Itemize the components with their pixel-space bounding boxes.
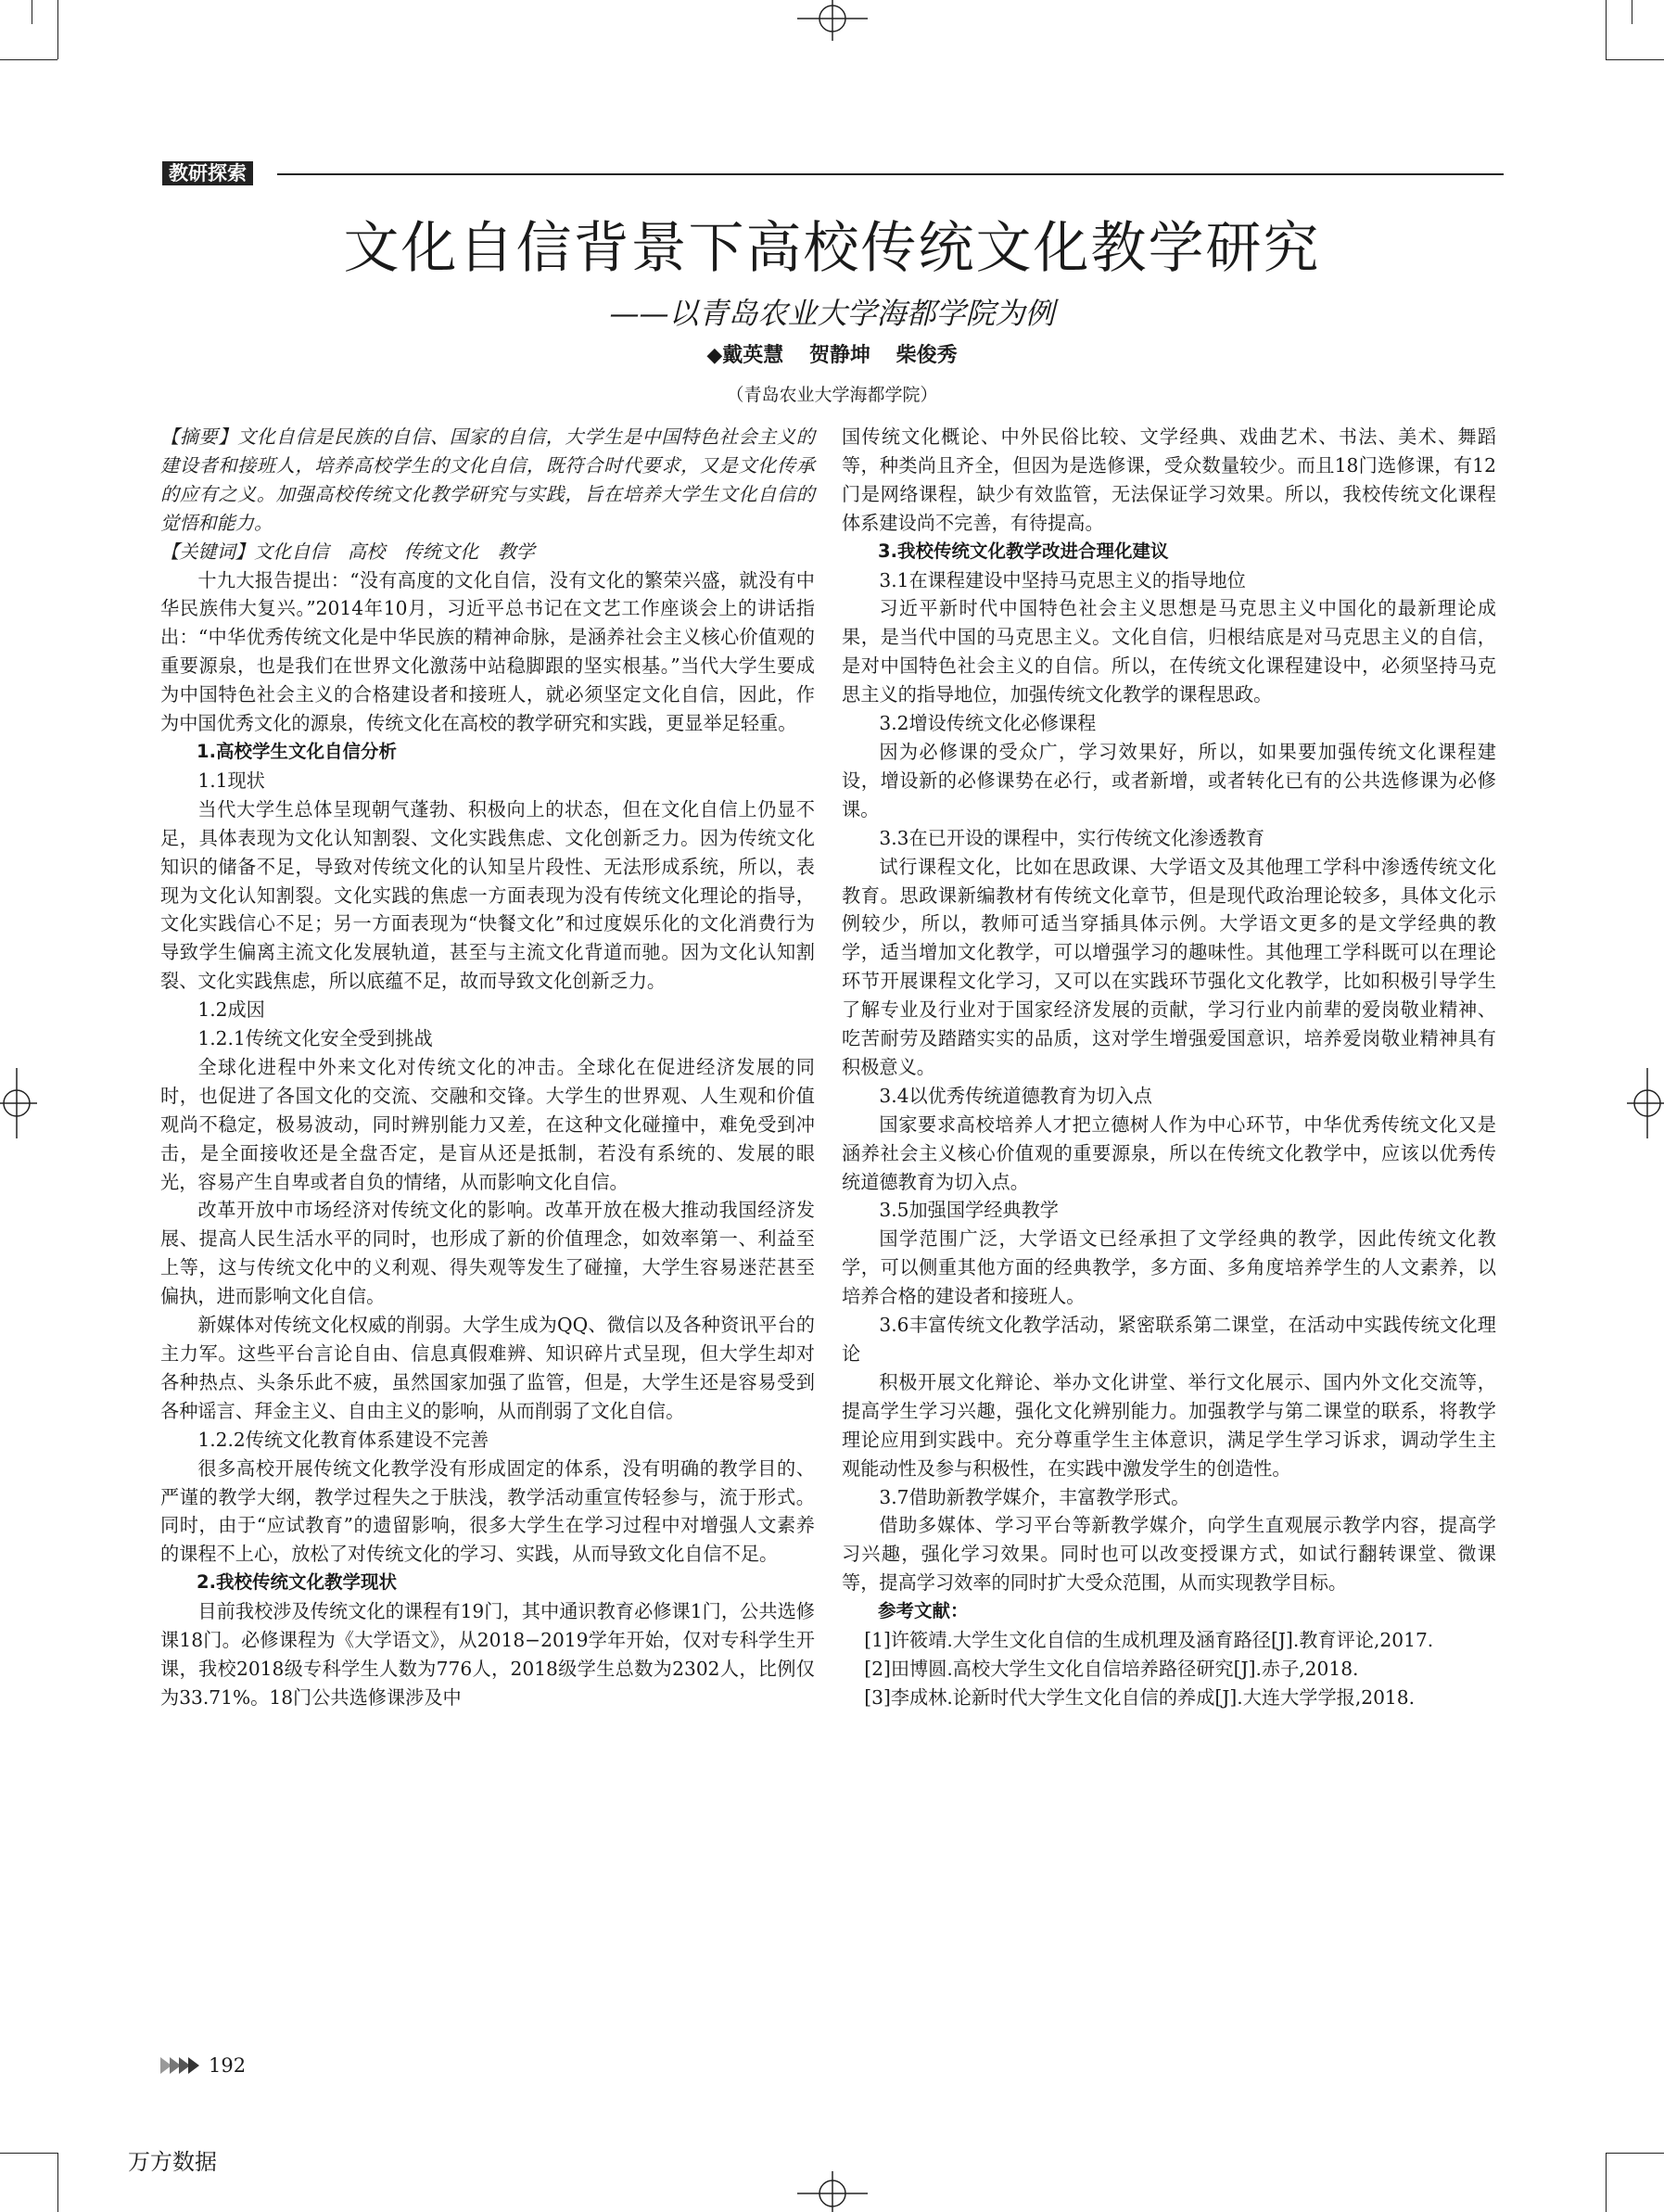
registration-target-icon [797,2171,868,2212]
paragraph: 改革开放中市场经济对传统文化的影响。改革开放在极大推动我国经济发展、提高人民生活水平的同时，也形成了新的价值理念，如效率第一、利益至上等，这与传统文化中的义利观、得失观等发生了碰撞，大学生容易迷茫甚至偏执，进而影响文化自信。 [160,1199,815,1308]
crop-mark-bottom-left-h [0,2153,57,2154]
paragraph: 国传统文化概论、中外民俗比较、文学经典、戏曲艺术、书法、美术、舞蹈等，种类尚且齐全，但因为是选修课，受众数量较少。而且18门选修课，有12门是网络课程，缺少有效监管，无法保证学习效果。所以，我校传统文化课程体系建设尚不完善，有待提高。 [842,426,1496,534]
page-number [160,2052,246,2079]
paragraph: 十九大报告提出：“没有高度的文化自信，没有文化的繁荣兴盛，就没有中华民族伟大复兴。”2014年10月，习近平总书记在文艺工作座谈会上的讲话指出：“中华优秀传统文化是中华民族的精神命脉，是涵养社会主义核心价值观的重要源泉，也是我们在世界文化激荡中站稳脚跟的坚实根基。”当代大学生要成为中国特色社会主义的合格建设者和接班人，就必须坚定文化自信，因此，作为中国优秀文化的源泉，传统文化在高校的教学研究和实践，更显举足轻重。 [160,568,815,735]
footer-mark: 万方数据 [128,2149,217,2175]
section-heading: 1.高校学生文化自信分析 [197,740,397,762]
paragraph: 新媒体对传统文化权威的削弱。大学生成为QQ、微信以及各种资讯平台的主力军。这些平台言论自由、信息真假难辨、知识碎片式呈现，但大学生却对各种热点、头条乐此不疲，虽然国家加强了监管，但是，大学生还是容易受到各种谣言、拜金主义、自由主义的影响，从而削弱了文化自信。 [160,1314,815,1422]
crop-mark-top-right-h [1606,59,1664,60]
page-number-text: 192 [209,2054,247,2077]
reference-item: [2]田博圆.高校大学生文化自信培养路径研究[J].赤子,2018. [864,1657,1359,1680]
reference-item: [1]许筱靖.大学生文化自信的生成机理及涵育路径[J].教育评论,2017. [864,1629,1434,1652]
subsection-heading: 1.1现状 [197,769,265,792]
page-arrow-icon [160,2055,201,2076]
paragraph: 当代大学生总体呈现朝气蓬勃、积极向上的状态，但在文化自信上仍显不足，具体表现为文化认知割裂、文化实践焦虑、文化创新乏力。因为传统文化知识的储备不足，导致对传统文化的认知呈片段性、无法形成系统，所以，表现为文化认知割裂。文化实践的焦虑一方面表现为没有传统文化理论的指导，文化实践信心不足；另一方面表现为“快餐文化”和过度娱乐化的文化消费行为导致学生偏离主流文化发展轨道，甚至与主流文化背道而驰。因为文化认知割裂、文化实践焦虑，所以底蕴不足，故而导致文化创新乏力。 [160,797,815,993]
paragraph: 习近平新时代中国特色社会主义思想是马克思主义中国化的最新理论成果，是当代中国的马克思主义。文化自信，归根结底是对马克思主义的自信，是对中国特色社会主义的自信。所以，在传统文化课程建设中，必须坚持马克思主义的指导地位，加强传统文化教学的课程思政。 [842,597,1496,706]
subsection-heading: 3.1在课程建设中坚持马克思主义的指导地位 [879,568,1246,591]
subsection-heading: 3.4以优秀传统道德教育为切入点 [879,1084,1152,1107]
crop-mark-top-left-h [0,59,57,60]
registration-target-icon [1627,1068,1664,1138]
article-subtitle: ——以青岛农业大学海都学院为例 [609,296,1055,331]
crop-mark-bottom-right-h [1606,2153,1664,2154]
section-header [162,161,1504,185]
subsection-heading: 3.3在已开设的课程中，实行传统文化渗透教育 [879,826,1265,849]
crop-mark-top-left-v [57,0,58,59]
author-list [0,341,1664,371]
subsection-heading: 1.2成因 [197,998,265,1022]
paragraph: 国家要求高校培养人才把立德树人作为中心环节，中华优秀传统文化又是涵养社会主义核心价值观的重要源泉，所以在传统文化教学中，应该以优秀传统道德教育为切入点。 [842,1112,1496,1193]
paragraph: 借助多媒体、学习平台等新教学媒介，向学生直观展示教学内容，提高学习兴趣，强化学习效果。同时也可以改变授课方式，如试行翻转课堂、微课等，提高学习效率的同时扩大受众范围，从而实现教学目标。 [842,1514,1496,1595]
abstract: 【摘要】文化自信是民族的自信、国家的自信，大学生是中国特色社会主义的建设者和接班人，培养高校学生的文化自信，既符合时代要求，又是文化传承的应有之义。加强高校传统文化教学研究与实践，旨在培养大学生文化自信的觉悟和能力。 [160,426,815,534]
subsection-heading: 3.5加强国学经典教学 [879,1199,1059,1222]
section-rule [277,173,1504,175]
paragraph: 积极开展文化辩论、举办文化讲堂、举行文化展示、国内外文化交流等，提高学生学习兴趣，强化文化辨别能力。加强教学与第二课堂的联系，将教学理论应用到实践中。充分尊重学生主体意识，满足学生学习诉求，调动学生主观能动性及参与积极性，在实践中激发学生的创造性。 [842,1370,1496,1480]
paragraph: 很多高校开展传统文化教学没有形成固定的体系，没有明确的教学目的、严谨的教学大纲，教学过程失之于肤浅，教学活动重宣传轻参与，流于形式。同时，由于“应试教育”的遗留影响，很多大学生在学习过程中对增强人文素养的课程不上心，放松了对传统文化的学习、实践，从而导致文化自信不足。 [160,1456,815,1566]
section-heading: 3.我校传统文化教学改进合理化建议 [878,540,1169,562]
registration-target-icon [797,0,868,41]
section-heading: 2.我校传统文化教学现状 [197,1571,397,1594]
author: 柴俊秀 [896,344,958,367]
crop-mark-bottom-right-v [1606,2153,1607,2212]
crop-mark-bottom-left-v [57,2153,58,2212]
subsection-heading: 3.7借助新教学媒介，丰富教学形式。 [879,1485,1190,1508]
right-column [842,423,1496,1712]
left-column [160,423,815,1712]
paragraph: 国学范围广泛，大学语文已经承担了文学经典的教学，因此传统文化教学，可以侧重其他方面的经典教学，多方面、多角度培养学生的人文素养，以培养合格的建设者和接班人。 [842,1227,1496,1308]
paragraph: 试行课程文化，比如在思政课、大学语文及其他理工学科中渗透传统文化教育。思政课新编教材有传统文化章节，但是现代政治理论较多，具体文化示例较少，所以，教师可适当穿插具体示例。大学语文更多的是文学经典的教学，适当增加文化教学，可以增强学习的趣味性。其他理工学科既可以在理论环节开展课程文化学习，又可以在实践环节强化文化教学，比如积极引导学生了解专业及行业对于国家经济发展的贡献，学习行业内前辈的爱岗敬业精神、吃苦耐劳及踏踏实实的品质，这对学生增强爱国意识，培养爱岗敬业精神具有积极意义。 [842,855,1496,1078]
affiliation: （青岛农业大学海都学院） [726,385,938,405]
reference-item: [3]李成林.论新时代大学生文化自信的养成[J].大连大学学报,2018. [864,1685,1416,1709]
references-heading: 参考文献： [878,1600,969,1622]
paragraph: 因为必修课的受众广，学习效果好，所以，如果要加强传统文化课程建设，增设新的必修课势在必行，或者新增，或者转化已有的公共选修课为必修课。 [842,740,1496,820]
subsection-heading: 3.2增设传统文化必修课程 [879,712,1097,735]
author: ◆戴英慧 [706,344,784,367]
article-title: 文化自信背景下高校传统文化教学研究 [343,216,1321,281]
author: 贺静坤 [808,344,870,367]
paragraph: 全球化进程中外来文化对传统文化的冲击。全球化在促进经济发展的同时，也促进了各国文化的交流、交融和交锋。大学生的世界观、人生观和价值观尚不稳定，极易波动，同时辨别能力又差，在这种文化碰撞中，难免受到冲击，是全面接收还是全盘否定，是盲从还是抵制，若没有系统的、发展的眼光，容易产生自卑或者自负的情绪，从而影响文化自信。 [160,1055,815,1193]
keywords: 【关键词】文化自信 高校 传统文化 教学 [160,540,535,563]
paragraph: 目前我校涉及传统文化的课程有19门，其中通识教育必修课1门，公共选修课18门。必修课程为《大学语文》，从2018−2019学年开始，仅对专科学生开课，我校2018级专科学生人数为776人，2018级学生总数为2302人，比例仅为33.71%。18门公共选修课涉及中 [160,1600,815,1709]
subsection-heading: 1.2.2传统文化教育体系建设不完善 [197,1428,489,1451]
crop-mark-top-right-v [1606,0,1607,59]
registration-target-icon [0,1068,37,1138]
subsection-heading: 3.6丰富传统文化教学活动，紧密联系第二课堂，在活动中实践传统文化理论 [842,1314,1496,1365]
section-label: 教研探索 [162,161,253,185]
subsection-heading: 1.2.1传统文化安全受到挑战 [197,1027,433,1050]
